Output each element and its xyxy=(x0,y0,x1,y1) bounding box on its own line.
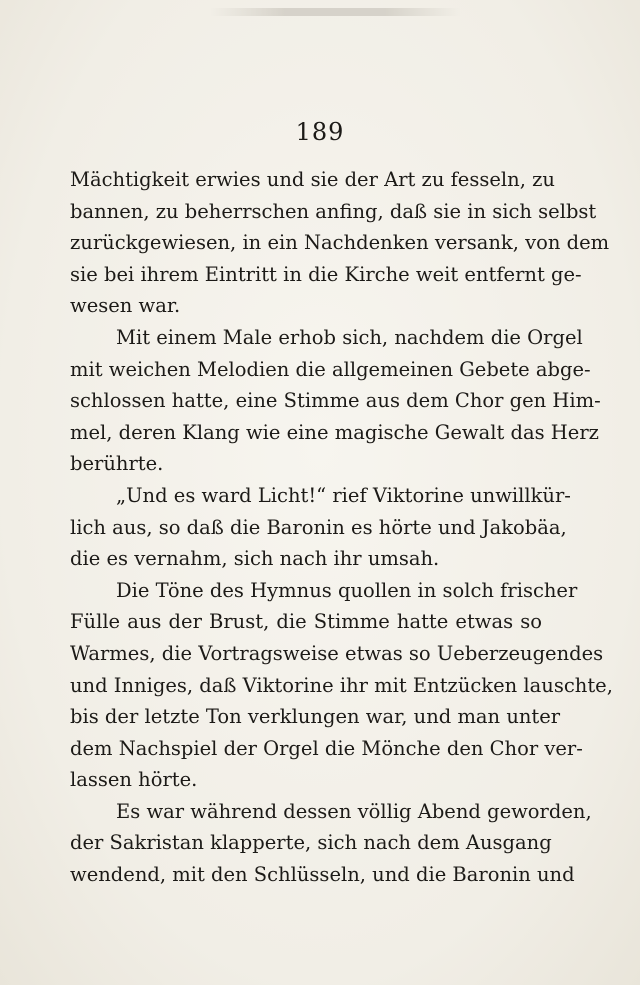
text-line: Die Töne des Hymnus quollen in solch frischer xyxy=(116,578,578,602)
text-line: berührte. xyxy=(70,452,164,476)
text-line: sie bei ihrem Eintritt in die Kirche weit entfernt ge- xyxy=(70,262,582,286)
text-line: Mächtigkeit erwies und sie der Art zu fesseln, zu xyxy=(70,168,555,191)
text-line: „Und es ward Licht!“ rief Viktorine unwillkür- xyxy=(116,483,571,507)
text-line: lich aus, so daß die Baronin es hörte und Jakobäa, xyxy=(70,515,567,539)
page-edge-shadow xyxy=(210,8,460,16)
text-line: schlossen hatte, eine Stimme aus dem Chor gen Him- xyxy=(70,389,601,413)
body-text xyxy=(70,164,613,891)
text-line: die es vernahm, sich nach ihr umsah. xyxy=(70,547,440,571)
text-line: und Inniges, daß Viktorine ihr mit Entzücken lauschte, xyxy=(70,673,613,697)
text-line: Fülle aus der Brust, die Stimme hatte etwas so xyxy=(70,610,542,634)
text-line: mel, deren Klang wie eine magische Gewalt das Herz xyxy=(70,420,599,444)
text-line: Es war während dessen völlig Abend geworden, xyxy=(116,799,592,823)
text-line: mit weichen Melodien die allgemeinen Gebete abge- xyxy=(70,357,591,381)
text-line: der Sakristan klapperte, sich nach dem Ausgang xyxy=(70,831,552,855)
text-line: Mit einem Male erhob sich, nachdem die Orgel xyxy=(116,325,583,349)
text-line: bis der letzte Ton verklungen war, und man unter xyxy=(70,705,561,729)
text-line: wesen war. xyxy=(70,294,181,318)
text-line: dem Nachspiel der Orgel die Mönche den Chor ver- xyxy=(70,736,583,760)
text-line: Warmes, die Vortragsweise etwas so Ueberzeugendes xyxy=(70,641,604,665)
text-line: wendend, mit den Schlüsseln, und die Baronin und xyxy=(70,863,575,887)
text-line: lassen hörte. xyxy=(70,768,198,792)
text-line: bannen, zu beherrschen anfing, daß sie in sich selbst xyxy=(70,199,597,223)
text-line: zurückgewiesen, in ein Nachdenken versank, von dem xyxy=(70,231,610,255)
page-number: 189 xyxy=(295,118,345,146)
